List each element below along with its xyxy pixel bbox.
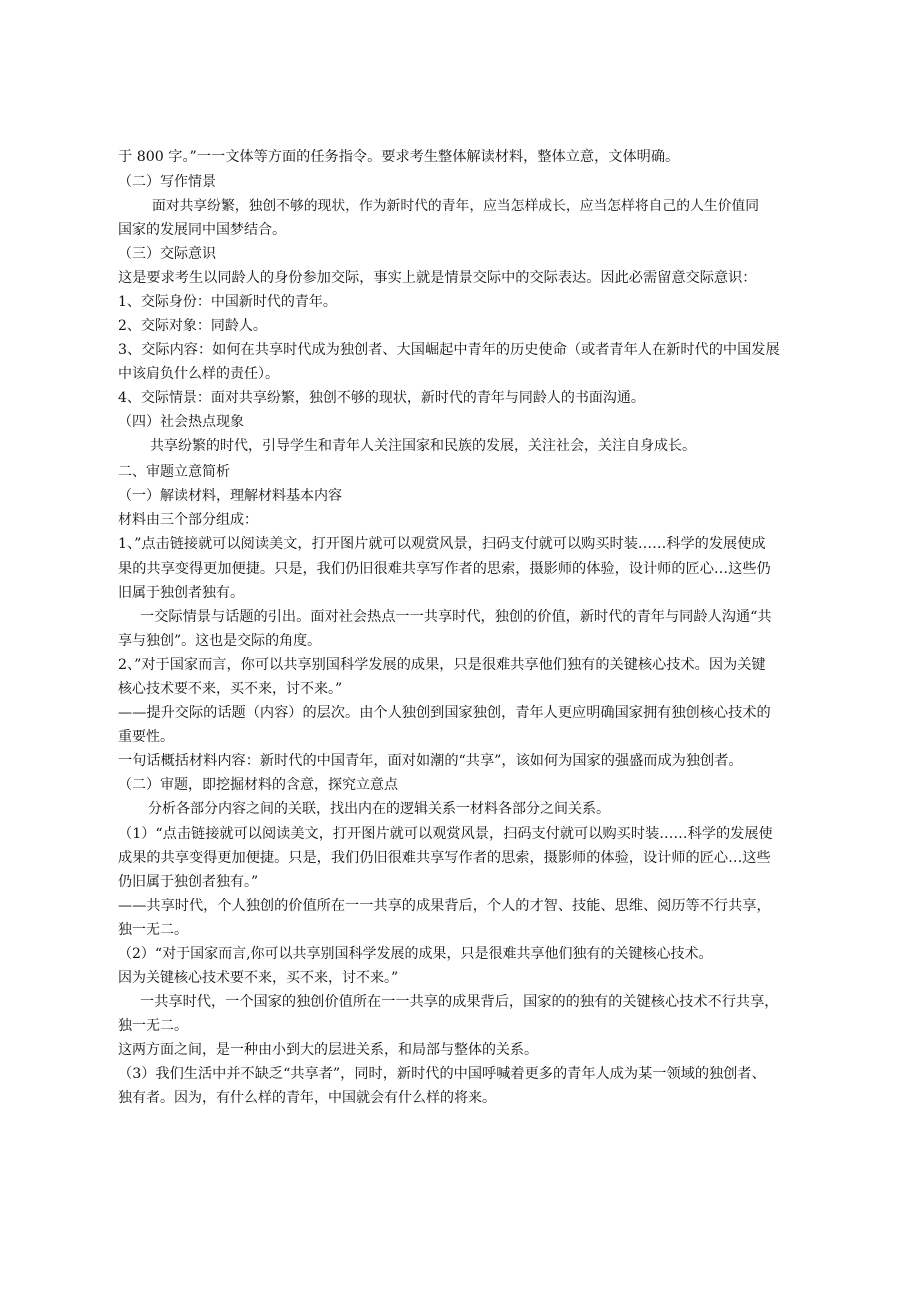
- text-line: 独有者。因为，有什么样的青年，中国就会有什么样的将来。: [118, 1090, 496, 1106]
- text-line: 仍旧属于独创者独有。”: [118, 874, 259, 890]
- text-line: 一共享时代，一个国家的独创价值所在一一共享的成果背后，国家的的独有的关键核心技术不行共享，: [140, 994, 779, 1010]
- section-heading: 二、审题立意简析: [118, 464, 230, 480]
- text-line: 核心技术要不来，买不来，讨不来。”: [118, 681, 343, 697]
- text-line: 材料由三个部分组成：: [118, 512, 258, 528]
- text-line: 一交际情景与话题的引出。面对社会热点一一共享时代，独创的价值，新时代的青年与同龄人沟通“共: [140, 609, 772, 625]
- section-heading: （二）写作情景: [118, 174, 216, 190]
- text-line: 面对共享纷繁，独创不够的现状，作为新时代的青年，应当怎样成长，应当怎样将自己的人生价值同: [152, 198, 760, 214]
- text-line: ——提升交际的话题（内容）的层次。由个人独创到国家独创，青年人更应明确国家拥有独创核心技术的: [118, 705, 771, 721]
- text-line: 国家的发展同中国梦结合。: [118, 222, 286, 238]
- text-line: 重要性。: [118, 729, 174, 745]
- text-line: ——共享时代，个人独创的价值所在一一共享的成果背后，个人的才智、技能、思维、阅历等不行共享，: [118, 898, 771, 914]
- list-item: （3）我们生活中并不缺乏“共享者”，同时，新时代的中国呼喊着更多的青年人成为某一领域的独创者、: [118, 1066, 766, 1082]
- list-item: 1、交际身份：中国新时代的青年。: [118, 294, 337, 310]
- text-line: 这是要求考生以同龄人的身份参加交际，事实上就是情景交际中的交际表达。因此必需留意交际意识：: [118, 270, 757, 286]
- list-item: 2、”对于国家而言，你可以共享别国科学发展的成果，只是很难共享他们独有的关键核心技术。因为关键: [118, 657, 766, 673]
- section-heading: （二）审题，即挖掘材料的含意，探究立意点: [118, 777, 398, 793]
- text-line: 因为关键核心技术要不来，买不来，讨不来。”: [118, 970, 399, 986]
- text-line: 共享纷繁的时代，引导学生和青年人关注国家和民族的发展，关注社会，关注自身成长。: [150, 438, 696, 454]
- list-item: 3、交际内容：如何在共享时代成为独创者、大国崛起中青年的历史使命（或者青年人在新时代的中国发展: [118, 342, 780, 358]
- text-line: 果的共享变得更加便捷。只是，我们仍旧很难共享写作者的思索，摄影师的体验，设计师的匠心…这些仍: [118, 561, 771, 577]
- text-line: 享与独创”。这也是交际的角度。: [118, 633, 322, 649]
- list-item: （2）“对于国家而言,你可以共享别国科学发展的成果，只是很难共享他们独有的关键核心技术。: [118, 946, 713, 962]
- text-line: 独一无二。: [118, 1018, 188, 1034]
- text-line: 这两方面之间，是一种由小到大的层进关系，和局部与整体的关系。: [118, 1042, 538, 1058]
- text-line: 于 800 字。”一一文体等方面的任务指令。要求考生整体解读材料，整体立意，文体明确。: [118, 149, 680, 165]
- list-item: 1、”点击链接就可以阅读美文，打开图片就可以观赏风景，扫码支付就可以购买时装……科学的发展使成: [118, 536, 766, 552]
- list-item: 2、交际对象：同龄人。: [118, 318, 267, 334]
- list-item: 4、交际情景：面对共享纷繁，独创不够的现状，新时代的青年与同龄人的书面沟通。: [118, 390, 645, 406]
- text-line: 分析各部分内容之间的关联，找出内在的逻辑关系一材料各部分之间关系。: [148, 801, 610, 817]
- text-line: 旧属于独创者独有。: [118, 585, 244, 601]
- text-line: 中该肩负什么样的责任）。: [118, 366, 279, 382]
- list-item: （1）“点击链接就可以阅读美文，打开图片就可以观赏风景，扫码支付就可以购买时装……科学的发展使: [118, 826, 773, 842]
- text-line: 独一无二。: [118, 922, 188, 938]
- text-line: 成果的共享变得更加便捷。只是，我们仍旧很难共享写作者的思索，摄影师的体验，设计师的匠心…这些: [118, 850, 771, 866]
- section-heading: （三）交际意识: [118, 246, 216, 262]
- section-heading: （一）解读材料，理解材料基本内容: [118, 488, 342, 504]
- section-heading: （四）社会热点现象: [118, 414, 244, 430]
- text-line: 一句话概括材料内容：新时代的中国青年，面对如潮的“共享”，该如何为国家的强盛而成为独创者。: [118, 753, 743, 769]
